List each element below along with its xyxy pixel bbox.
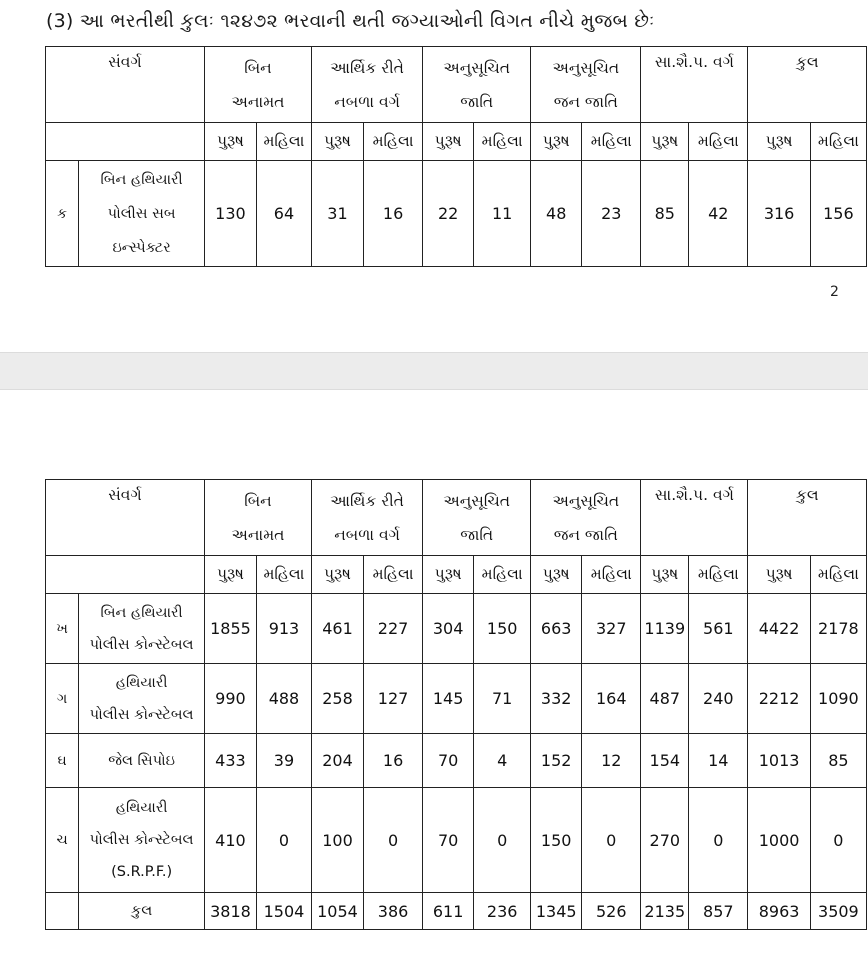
value-cell: 461 [312,594,364,664]
header-sebc: સા.શૈ.પ. વર્ગ [641,480,748,556]
header-male: પુરૂષ [423,556,474,594]
value-cell: 85 [810,734,866,788]
value-cell: 127 [363,664,422,734]
value-cell: 1139 [641,594,689,664]
header-row-categories [46,47,867,123]
value-cell: 327 [582,594,641,664]
header-female: મહિલા [689,123,748,161]
value-cell: 22 [423,161,474,267]
value-cell: 70 [423,788,474,893]
cadre-name-line: પોલીસ કોન્સ્ટેબલ [89,832,194,848]
cadre-name-line: પોલીસ સબ [107,205,176,222]
header-ews: આર્થિક રીતે નબળા વર્ગ [312,47,423,123]
value-cell: 204 [312,734,364,788]
value-cell: 16 [363,734,422,788]
value-cell: 150 [474,594,531,664]
page-separator [0,352,868,390]
value-cell: 258 [312,664,364,734]
value-cell: 332 [531,664,582,734]
total-value-cell: 1345 [531,893,582,930]
value-cell: 70 [423,734,474,788]
row-code: ક [46,161,79,267]
header-male: પુરૂષ [312,556,364,594]
cadre-name-line: (S.R.P.F.) [111,864,173,880]
value-cell: 1855 [204,594,256,664]
header-sebc: સા.શૈ.પ. વર્ગ [641,47,748,123]
header-male: પુરૂષ [641,123,689,161]
cadre-name-line: જેલ સિપોઇ [108,752,175,769]
header-male: પુરૂષ [204,123,256,161]
vacancy-table-2 [45,479,867,930]
value-cell: 152 [531,734,582,788]
value-cell: 145 [423,664,474,734]
table-row [46,664,867,734]
cadre-name-line: હથિયારી [115,674,168,691]
value-cell: 2212 [748,664,810,734]
cadre-name-line: ઇન્સ્પેક્ટર [112,239,171,256]
row-code: ગ [46,664,79,734]
cadre-name-line: બિન હથિયારી [100,604,183,621]
total-value-cell: 3509 [810,893,866,930]
total-value-cell: 1504 [256,893,311,930]
value-cell: 42 [689,161,748,267]
row-code: ખ [46,594,79,664]
value-cell: 11 [474,161,531,267]
header-total: કુલ [748,47,867,123]
header-ews: આર્થિક રીતે નબળા વર્ગ [312,480,423,556]
header-blank [46,556,205,594]
value-cell: 304 [423,594,474,664]
cadre-name-line: પોલીસ કોન્સ્ટેબલ [89,636,194,653]
value-cell: 85 [641,161,689,267]
row-code: ચ [46,788,79,893]
table-row [46,161,867,267]
value-cell: 4422 [748,594,810,664]
total-value-cell: 611 [423,893,474,930]
value-cell: 164 [582,664,641,734]
header-unreserved: બિન અનામત [204,480,311,556]
header-sc: અનુસૂચિત જાતિ [423,480,531,556]
total-value-cell: 526 [582,893,641,930]
value-cell: 31 [312,161,364,267]
value-cell: 0 [474,788,531,893]
value-cell: 240 [689,664,748,734]
value-cell: 488 [256,664,311,734]
total-value-cell: 3818 [204,893,256,930]
header-female: મહિલા [582,123,641,161]
header-male: પુરૂષ [204,556,256,594]
value-cell: 14 [689,734,748,788]
value-cell: 0 [810,788,866,893]
cadre-name-line: પોલીસ કોન્સ્ટેબલ [89,706,194,723]
header-male: પુરૂષ [641,556,689,594]
header-female: મહિલા [363,123,422,161]
total-value-cell: 1054 [312,893,364,930]
cadre-name [79,161,205,267]
total-value-cell: 857 [689,893,748,930]
cadre-name [79,664,205,734]
header-cadre: સંવર્ગ [46,480,205,556]
cadre-name [79,734,205,788]
total-value-cell: 8963 [748,893,810,930]
value-cell: 4 [474,734,531,788]
header-sc: અનુસૂચિત જાતિ [423,47,531,123]
header-female: મહિલા [363,556,422,594]
total-value-cell: 2135 [641,893,689,930]
cadre-name [79,788,205,893]
header-male: પુરૂષ [423,123,474,161]
section-heading: (3) આ ભરતીથી કુલઃ ૧૨૪૭૨ ભરવાની થતી જગ્યાઓની વિગત નીચે મુજબ છેઃ [46,10,655,32]
header-female: મહિલા [689,556,748,594]
header-female: મહિલા [810,123,866,161]
cadre-name-line: હથિયારી [115,800,168,816]
header-male: પુરૂષ [748,123,810,161]
header-row-categories [46,480,867,556]
header-total: કુલ [748,480,867,556]
header-female: મહિલા [474,123,531,161]
table-row [46,734,867,788]
table-row [46,594,867,664]
value-cell: 64 [256,161,311,267]
header-st: અનુસૂચિત જન જાતિ [531,47,641,123]
value-cell: 316 [748,161,810,267]
table-row [46,788,867,893]
value-cell: 561 [689,594,748,664]
value-cell: 150 [531,788,582,893]
value-cell: 23 [582,161,641,267]
header-male: પુરૂષ [748,556,810,594]
header-row-gender [46,123,867,161]
value-cell: 156 [810,161,866,267]
value-cell: 100 [312,788,364,893]
value-cell: 487 [641,664,689,734]
value-cell: 130 [204,161,256,267]
header-male: પુરૂષ [531,123,582,161]
value-cell: 227 [363,594,422,664]
header-male: પુરૂષ [312,123,364,161]
value-cell: 0 [363,788,422,893]
total-value-cell: 236 [474,893,531,930]
cadre-name [79,594,205,664]
value-cell: 0 [256,788,311,893]
page-number: 2 [830,284,839,300]
value-cell: 410 [204,788,256,893]
value-cell: 1090 [810,664,866,734]
value-cell: 1013 [748,734,810,788]
header-female: મહિલા [256,123,311,161]
header-female: મહિલા [810,556,866,594]
value-cell: 433 [204,734,256,788]
row-code: ઘ [46,734,79,788]
vacancy-table-1 [45,46,867,267]
value-cell: 16 [363,161,422,267]
value-cell: 12 [582,734,641,788]
value-cell: 990 [204,664,256,734]
value-cell: 48 [531,161,582,267]
header-blank [46,123,205,161]
total-row [46,893,867,930]
value-cell: 913 [256,594,311,664]
header-female: મહિલા [474,556,531,594]
header-female: મહિલા [256,556,311,594]
value-cell: 1000 [748,788,810,893]
total-value-cell: 386 [363,893,422,930]
header-unreserved: બિન અનામત [204,47,311,123]
header-female: મહિલા [582,556,641,594]
total-label: કુલ [79,893,205,930]
value-cell: 270 [641,788,689,893]
header-male: પુરૂષ [531,556,582,594]
value-cell: 663 [531,594,582,664]
header-row-gender [46,556,867,594]
value-cell: 0 [689,788,748,893]
header-st: અનુસૂચિત જન જાતિ [531,480,641,556]
value-cell: 2178 [810,594,866,664]
value-cell: 71 [474,664,531,734]
row-code [46,893,79,930]
value-cell: 154 [641,734,689,788]
header-cadre: સંવર્ગ [46,47,205,123]
cadre-name-line: બિન હથિયારી [100,171,183,188]
value-cell: 39 [256,734,311,788]
value-cell: 0 [582,788,641,893]
